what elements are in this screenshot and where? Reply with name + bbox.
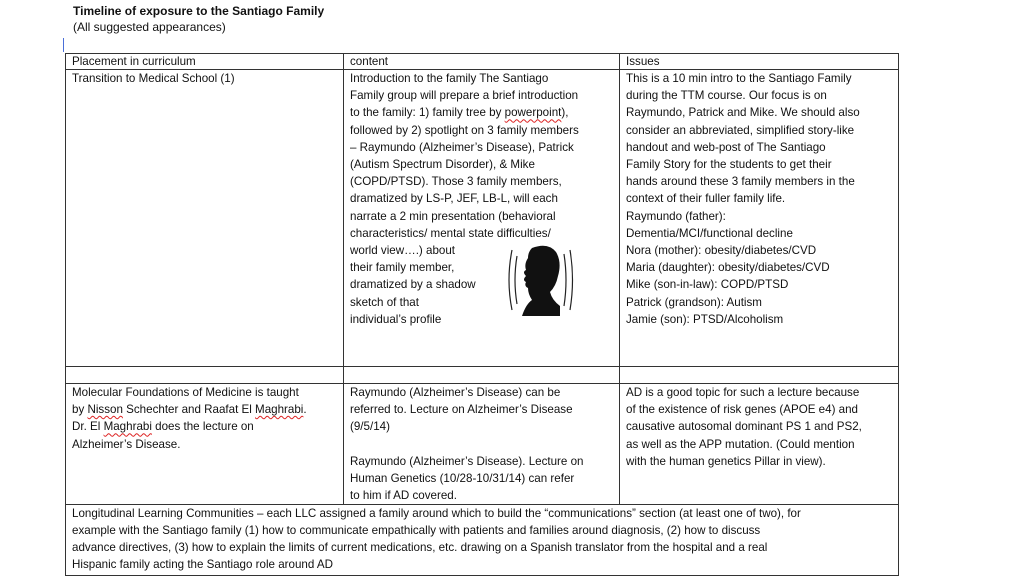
timeline-table [65, 53, 899, 576]
cell-mol-issues [620, 384, 899, 505]
header-issues: Issues [620, 54, 899, 70]
spellcheck-word: Maghrabi [103, 420, 152, 434]
spellcheck-word: Maghrabi [255, 403, 304, 417]
cell-ttm-placement [66, 70, 344, 367]
mol-content-text: Raymundo (Alzheimer’s Disease) can be referred to. Lecture on Alzheimer’s Disease (9/5/14) Raymundo (Alzheimer’s Disease). Lecture on Human Genetics (10/28-10/31/14) can refer to him if AD covered. [350, 386, 584, 503]
cell-ttm-issues [620, 70, 899, 367]
cell-llc [66, 505, 899, 576]
ttm-placement-text: Transition to Medical School (1) [72, 72, 235, 85]
spellcheck-word: Nisson [87, 403, 123, 417]
empty-cell [344, 367, 620, 384]
table-row [66, 70, 899, 367]
ttm-content-text: Introduction to the family The Santiago Family group will prepare a brief introduction to the family: 1) family tree by powerpoint), followed by 2) spotlight on 3 family members – Raymundo (Alzheimer’s Disease), Patrick (Autism Spectrum Disorder), & Mike (COPD/PTSD). Those 3 family members, dramatized by LS-P, JEF, LB-L, will each narrate a 2 min presentation (behavioral characteristics/ mental state difficulties/ world view….) about their family member, dramatized by a shadow sketch of that individual’s profile [350, 72, 579, 326]
table-row-empty [66, 367, 899, 384]
doc-subtitle: (All suggested appearances) [73, 20, 226, 34]
table-row [66, 384, 899, 505]
spellcheck-word: powerpoint [504, 106, 562, 120]
llc-text: Longitudinal Learning Communities – each LLC assigned a family around which to build the “communications” section (at least one of two), for example with the Santiago family (1) how to communicate empathically with patients and families around diagnosis, (2) how to discuss advance directives, (3) how to explain the limits of current medications, etc. drawing on a Spanish translator from the hospital and a real Hispanic family acting the Santiago role around AD [72, 507, 801, 572]
mol-placement-text: Molecular Foundations of Medicine is taught by Nisson Schechter and Raafat El Maghrabi. Dr. El Maghrabi does the lecture on Alzheimer’s Disease. [72, 386, 307, 451]
text-cursor [63, 38, 64, 52]
header-content: content [344, 54, 620, 70]
empty-cell [66, 367, 344, 384]
doc-title: Timeline of exposure to the Santiago Family [73, 4, 325, 18]
ttm-issues-text: This is a 10 min intro to the Santiago Family during the TTM course. Our focus is on Raymundo, Patrick and Mike. We should also consider an abbreviated, simplified story-like handout and web-post of The Santiago Family Story for the students to get their hands around these 3 family members in the context of their fuller family life. Raymundo (father): Dementia/MCI/functional decline Nora (mother): obesity/diabetes/CVD Maria (daughter): obesity/diabetes/CVD Mike (son-in-law): COPD/PTSD Patrick (grandson): Autism Jamie (son): PTSD/Alcoholism [626, 72, 860, 326]
table-row [66, 505, 899, 576]
mol-issues-text: AD is a good topic for such a lecture because of the existence of risk genes (APOE e4) and causative autosomal dominant PS 1 and PS2, as well as the APP mutation. (Could mention with the human genetics Pillar in view). [626, 386, 862, 468]
cell-mol-placement [66, 384, 344, 505]
cell-ttm-content [344, 70, 620, 367]
header-placement: Placement in curriculum [66, 54, 344, 70]
table-header-row [66, 54, 899, 70]
cell-mol-content [344, 384, 620, 505]
head-silhouette-image [504, 242, 576, 318]
empty-cell [620, 367, 899, 384]
